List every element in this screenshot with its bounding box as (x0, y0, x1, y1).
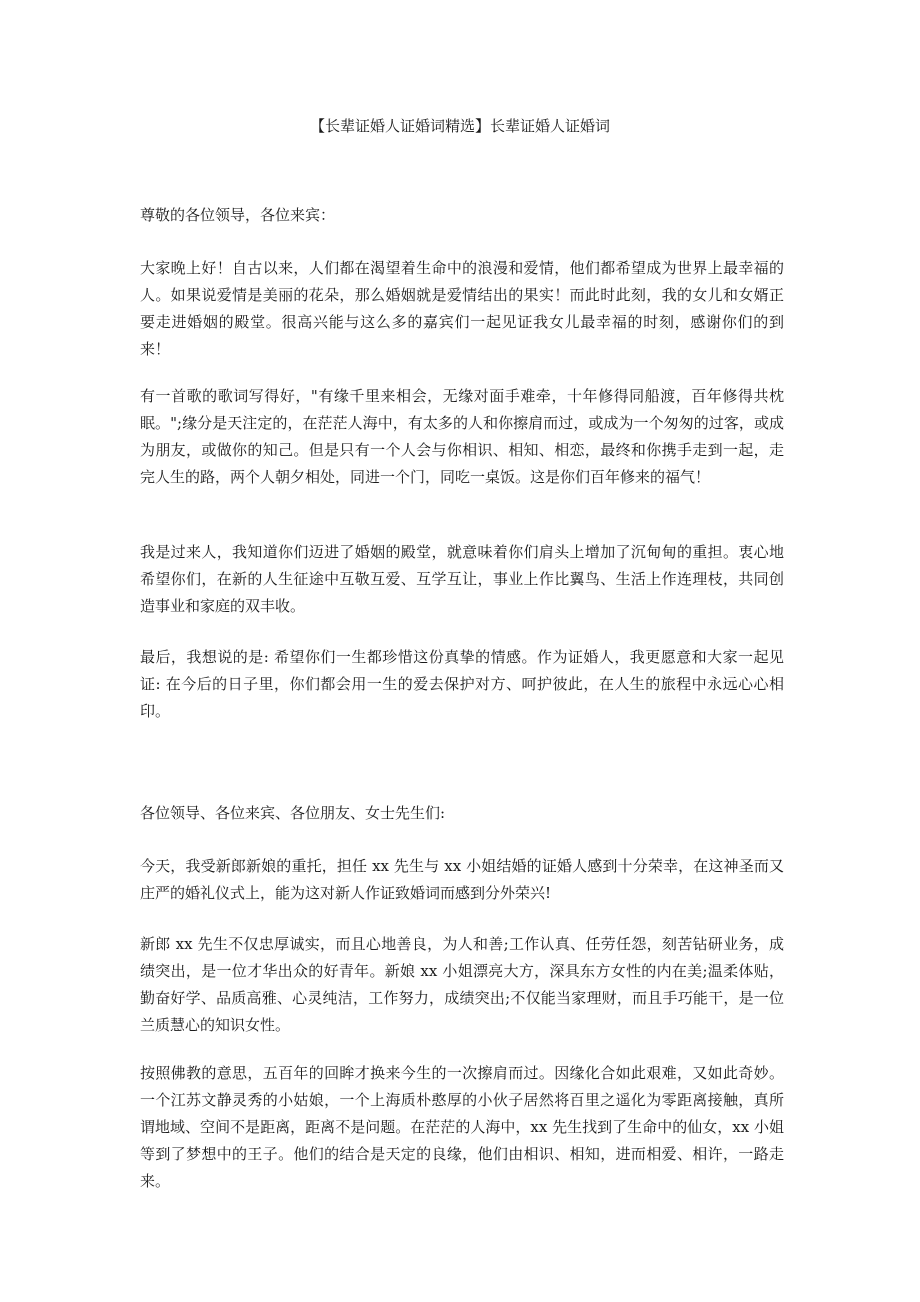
body-paragraph: 最后，我想说的是: 希望你们一生都珍惜这份真挚的情感。作为证婚人，我更愿意和大家一起见证: 在今后的日子里，你们都会用一生的爱去保护对方、呵护彼此，在人生的旅程中永远心心相印。 (140, 648, 784, 720)
body-paragraph: 大家晚上好！自古以来，人们都在渴望着生命中的浪漫和爱情，他们都希望成为世界上最幸福的人。如果说爱情是美丽的花朵，那么婚姻就是爱情结出的果实！而此时此刻，我的女儿和女婿正要走进婚姻的殿堂。很高兴能与这么多的嘉宾们一起见证我女儿最幸福的时刻，感谢你们的到来！ (140, 259, 784, 358)
salutation-paragraph: 尊敬的各位领导，各位来宾： (140, 206, 336, 224)
body-paragraph: 今天，我受新郎新娘的重托，担任 xx 先生与 xx 小姐结婚的证婚人感到十分荣幸，在这神圣而又庄严的婚礼仪式上，能为这对新人作证致婚词而感到分外荣兴! (140, 857, 784, 902)
salutation-paragraph: 各位领导、各位来宾、各位朋友、女士先生们: (140, 804, 446, 822)
body-paragraph: 按照佛教的意思，五百年的回眸才换来今生的一次擦肩而过。因缘化合如此艰难，又如此奇妙。一个江苏文静灵秀的小姑娘，一个上海质朴憨厚的小伙子居然将百里之遥化为零距离接触，真所谓地域、空间不是距离，距离不是问题。在茫茫的人海中，xx 先生找到了生命中的仙女，xx 小姐等到了梦想中的王子。他们的结合是天定的良缘，他们由相识、相知，进而相爱、相许，一路走来。 (140, 1064, 784, 1190)
body-paragraph: 有一首歌的歌词写得好，"有缘千里来相会，无缘对面手难牵，十年修得同船渡，百年修得共枕眠。";缘分是天注定的，在茫茫人海中，有太多的人和你擦肩而过，或成为一个匆匆的过客，或成为朋友，或做你的知己。但是只有一个人会与你相识、相知、相恋，最终和你携手走到一起，走完人生的路，两个人朝夕相处，同进一个门，同吃一桌饭。这是你们百年修来的福气！ (140, 387, 784, 486)
body-paragraph: 新郎 xx 先生不仅忠厚诚实，而且心地善良，为人和善;工作认真、任劳任怨，刻苦钻研业务，成绩突出，是一位才华出众的好青年。新娘 xx 小姐漂亮大方，深具东方女性的内在美;温柔体贴，勤奋好学、品质高雅、心灵纯洁，工作努力，成绩突出;不仅能当家理财，而且手巧能干，是一位兰质慧心的知识女性。 (140, 935, 784, 1034)
body-paragraph: 我是过来人，我知道你们迈进了婚姻的殿堂，就意味着你们肩头上增加了沉甸甸的重担。衷心地希望你们，在新的人生征途中互敬互爱、互学互让，事业上作比翼鸟、生活上作连理枝，共同创造事业和家庭的双丰收。 (140, 543, 784, 615)
document-title: 【长辈证婚人证婚词精选】长辈证婚人证婚词 (309, 117, 610, 135)
